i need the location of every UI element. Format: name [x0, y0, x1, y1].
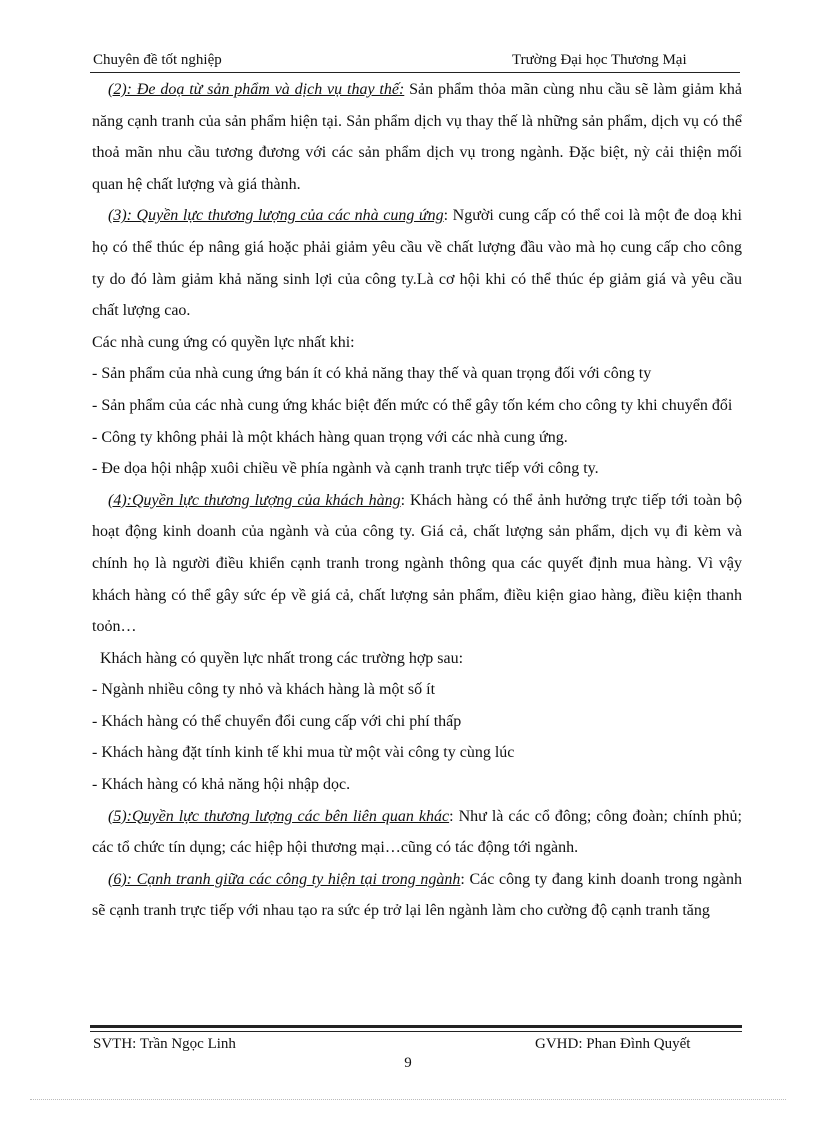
paragraph-text: : Người cung cấp có thể coi là một đe doạ khi họ có thể thúc ép nâng giá hoặc phải giảm yêu cầu về chất lượng đầu vào mà họ cung cấp cho công ty do đó làm giảm khả năng sinh lợi của công ty.Là cơ hội khi có thể thúc ép giảm giá và yêu cầu chất lượng cao. — [92, 207, 742, 320]
paragraph-customers — [92, 485, 742, 643]
header-left-text: Chuyên đề tốt nghiệp — [93, 52, 222, 68]
list-item: - Khách hàng có khả năng hội nhập dọc. — [92, 776, 351, 794]
page-number: 9 — [404, 1055, 412, 1071]
paragraph-lead: (5):Quyền lực thương lượng các bên liên quan khác — [108, 807, 450, 825]
document-body — [92, 74, 742, 927]
list-item: - Sản phẩm của nhà cung ứng bán ít có khả năng thay thế và quan trọng đối với công ty — [92, 365, 652, 383]
paragraph-suppliers — [92, 200, 742, 326]
paragraph-lead: (3): Quyền lực thương lượng của các nhà cung ứng — [108, 207, 444, 225]
paragraph-substitutes — [92, 74, 742, 200]
paragraph-lead: (4):Quyền lực thương lượng của khách hàng — [108, 491, 401, 509]
page-boundary — [30, 1099, 786, 1100]
paragraph-line: Các nhà cung ứng có quyền lực nhất khi: — [92, 333, 355, 351]
list-item: - Công ty không phải là một khách hàng quan trọng với các nhà cung ứng. — [92, 428, 568, 446]
paragraph-text: : Các công ty đang kinh doanh trong ngành sẽ cạnh tranh trực tiếp với nhau tạo ra sức ép trở lại lên ngành làm cho cường độ cạnh tranh tăng — [92, 870, 742, 920]
paragraph-text: : Khách hàng có thể ảnh hưởng trực tiếp tới toàn bộ hoạt động kinh doanh của ngành và của công ty. Giá cả, chất lượng sản phẩm, dịch vụ đi kèm và chính họ là người điều khiển cạnh tranh trong ngành thông qua các quyết định mua hàng. Vì vậy khách hàng có thể gây sức ép về giá cả, chất lượng sản phẩm, điều kiện giao hàng, điều kiện thanh toỏn… — [92, 491, 743, 636]
footer-rule-thick — [90, 1025, 742, 1028]
list-item: - Khách hàng đặt tính kinh tế khi mua từ một vài công ty cùng lúc — [92, 744, 515, 762]
list-item: - Sản phẩm của các nhà cung ứng khác biệt đến mức có thể gây tốn kém cho công ty khi chuyển đổi — [92, 396, 733, 414]
paragraph-line: Khách hàng có quyền lực nhất trong các trường hợp sau: — [100, 649, 464, 667]
paragraph-stakeholders — [92, 801, 742, 864]
list-item: - Ngành nhiều công ty nhỏ và khách hàng là một số ít — [92, 681, 436, 699]
paragraph-lead: (2): Đe doạ từ sản phẩm và dịch vụ thay thế: — [108, 81, 405, 98]
header-right-text: Trường Đại học Thương Mại — [512, 52, 687, 68]
paragraph-text: Sản phẩm thỏa mãn cùng nhu cầu sẽ làm giảm khả năng cạnh tranh của sản phẩm hiện tại. Sản phẩm dịch vụ thay thế là những sản phẩm, dịch vụ có thể thoả mãn nhu cầu tương đương với các sản phẩm dịch vụ trong ngành. Đặc biệt, nỳ cải thiện mối quan hệ chất lượng và giá thành. — [92, 81, 743, 193]
footer-advisor: GVHD: Phan Đình Quyết — [535, 1036, 691, 1052]
paragraph-rivalry — [92, 864, 742, 927]
paragraph-text: : Như là các cổ đông; công đoàn; chính phủ; các tổ chức tín dụng; các hiệp hội thương mại…cũng có tác động tới ngành. — [92, 807, 743, 857]
list-item: - Đe dọa hội nhập xuôi chiều về phía ngành và cạnh tranh trực tiếp với công ty. — [92, 460, 599, 478]
header-rule — [90, 72, 740, 73]
paragraph-lead: (6): Cạnh tranh giữa các công ty hiện tại trong ngành — [108, 870, 461, 888]
list-item: - Khách hàng có thể chuyển đổi cung cấp với chi phí thấp — [92, 712, 462, 730]
footer-student: SVTH: Trần Ngọc Linh — [93, 1036, 236, 1052]
footer-rule-thin — [90, 1031, 742, 1032]
